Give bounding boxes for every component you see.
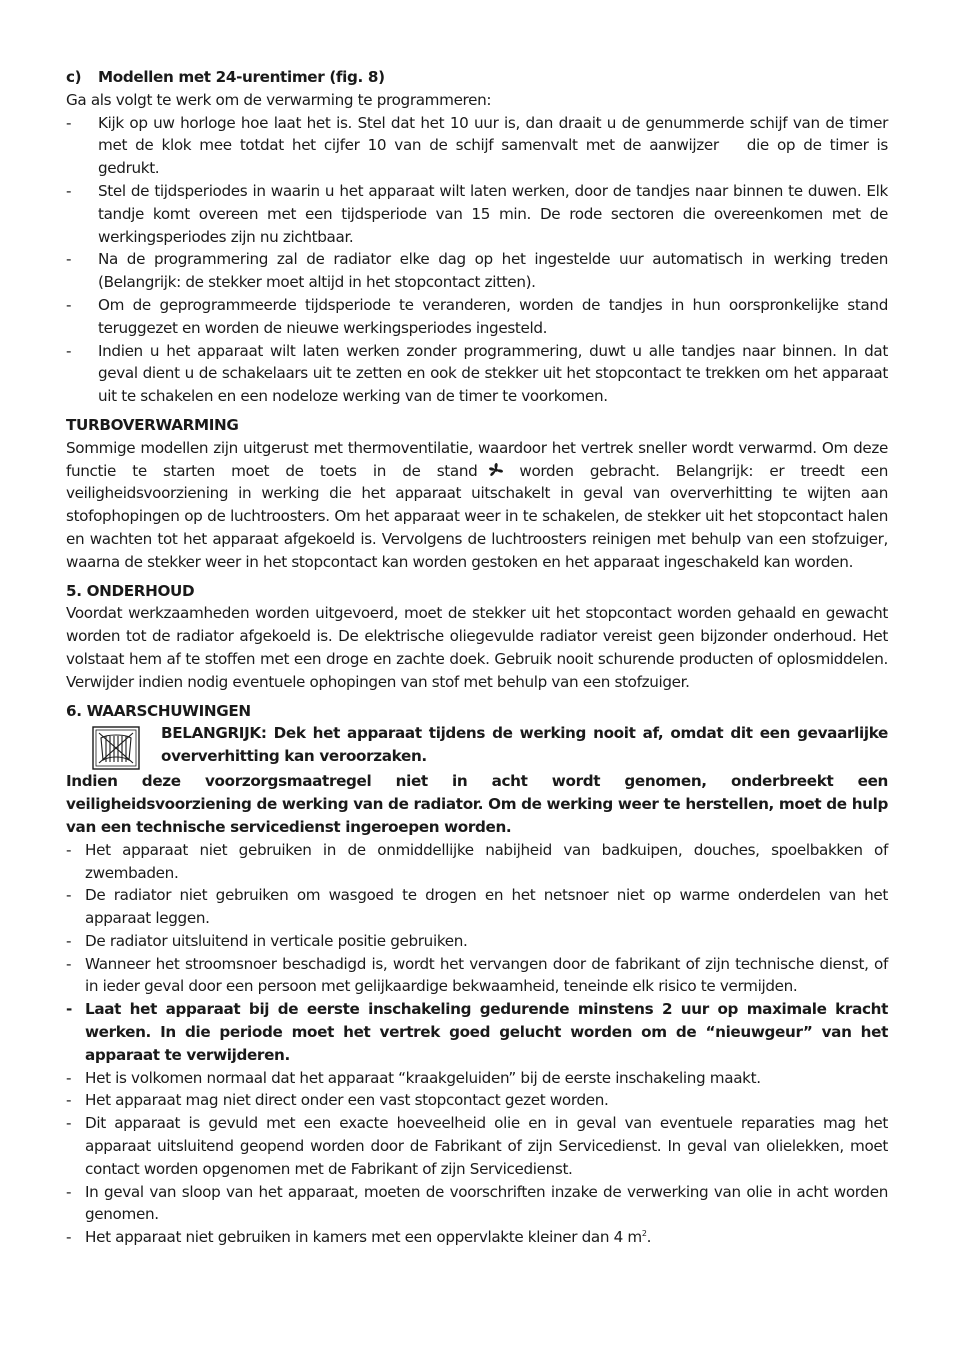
waarschuwingen-heading: 6. WAARSCHUWINGEN xyxy=(66,701,251,720)
list-item: - Het apparaat mag niet direct onder een vast stopcontact gezet worden. xyxy=(66,1091,609,1110)
turbo-text: Sommige modellen zijn uitgerust met thermoventilatie, waardoor het vertrek sneller wordt verwarmd. Om deze functie te starten moet de toets in de stand worden gebracht. Belangrijk: er treedt een veiligheidsvoorziening in werking die het apparaat uitschakelt in geval van oververhitting te wijten aan stofophopingen op de luchtroosters. Om het apparaat weer in te schakelen, de stekker uit het stopcontact halen en wachten tot het apparaat afgekoeld is. Vervolgens de luchtroosters reinigen met behulp van een stofzuiger, waarna de stekker weer in het stopcontact kan worden gestoken en het apparaat ingeschakeld kan worden. xyxy=(66,438,888,571)
list-item: - Laat het apparaat bij de eerste inschakeling gedurende minstens 2 uur op maximale kracht werken. In die periode moet het vertrek goed gelucht worden om de “nieuwgeur” van het apparaat te verwijderen. xyxy=(66,1000,888,1064)
list-item: - Het is volkomen normaal dat het apparaat “kraakgeluiden” bij de eerste inschakeling maakt. xyxy=(66,1068,761,1087)
manual-page xyxy=(66,66,888,1249)
onderhoud-heading: 5. ONDERHOUD xyxy=(66,581,195,600)
warnings-list xyxy=(66,839,888,1249)
list-item: - In geval van sloop van het apparaat, moeten de voorschriften inzake de verwerking van olie in acht worden genomen. xyxy=(66,1182,888,1224)
list-item: - Het apparaat niet gebruiken in de onmiddellijke nabijheid van badkuipen, douches, spoelbakken of zwembaden. xyxy=(66,840,888,882)
superscript: 2 xyxy=(641,1229,647,1239)
section-c-intro: Ga als volgt te werk om de verwarming te programmeren: xyxy=(66,90,492,109)
list-item: - Wanneer het stroomsnoer beschadigd is, wordt het vervangen door de fabrikant of zijn technische dienst, of in ieder geval door een persoon met gelijkaardige bekwaamheid, teneinde elk risico te vermijden. xyxy=(66,954,888,996)
section-c-label: c) xyxy=(66,68,82,86)
onderhoud-text: Voordat werkzaamheden worden uitgevoerd, moet de stekker uit het stopcontact worden gehaald en gewacht worden tot de radiator afgekoeld is. De elektrische oliegevulde radiator vereist geen bijzonder onderhoud. Het volstaat hem af te stoffen met een droge en zachte doek. Gebruik nooit schurende producten of oplosmiddelen. Verwijder indien nodig eventuele ophopingen van stof met behulp van een stofzuiger. xyxy=(66,604,888,691)
list-item: - Dit apparaat is gevuld met een exacte hoeveelheid olie en in geval van eventuele reparaties mag het apparaat uitsluitend geopend worden door de Fabrikant of zijn Servicedienst. In geval van olielekken, moet contact worden opgenomen met de Fabrikant of zijn Servicedienst. xyxy=(66,1114,888,1178)
warning-block xyxy=(92,722,888,770)
section-c-list xyxy=(66,112,888,408)
important-warning: BELANGRIJK: Dek het apparaat tijdens de werking nooit af, omdat dit een gevaarlijke oververhitting kan veroorzaken. xyxy=(161,724,888,766)
do-not-cover-icon xyxy=(92,726,140,770)
list-item: - Het apparaat niet gebruiken in kamers met een oppervlakte kleiner dan 4 $m^2$. xyxy=(66,1228,652,1247)
list-item: - Om de geprogrammeerde tijdsperiode te veranderen, worden de tandjes in hun oorspronkelijke stand teruggezet en worden de nieuwe werkingsperiodes ingesteld. xyxy=(66,295,888,337)
fan-icon xyxy=(485,462,507,478)
section-c-heading xyxy=(66,66,888,89)
list-item: - De radiator uitsluitend in verticale positie gebruiken. xyxy=(66,931,468,950)
list-item: - Kijk op uw horloge hoe laat het is. Stel dat het 10 uur is, dan draait u de genummerde schijf van de timer met de klok mee totdat het cijfer 10 van de schijf samenvalt met de aanwijzer die op de timer is gedrukt. xyxy=(66,113,888,178)
list-item: - Na de programmering zal de radiator elke dag op het ingestelde uur automatisch in werking treden (Belangrijk: de stekker moet altijd in het stopcontact zitten). xyxy=(66,250,888,292)
list-item: - Indien u het apparaat wilt laten werken zonder programmering, duwt u alle tandjes naar binnen. In dat geval dient u de schakelaars uit te zetten en ook de stekker uit het stopcontact te trekken om het apparaat uit te schakelen en een nodeloze werking van de timer te voorkomen. xyxy=(66,341,888,406)
list-item: - Stel de tijdsperiodes in waarin u het apparaat wilt laten werken, door de tandjes naar binnen te duwen. Elk tandje komt overeen met een tijdsperiode van 15 min. De rode sectoren die overeenkomen met de werkingsperiodes zijn nu zichtbaar. xyxy=(66,181,888,246)
list-item: - De radiator niet gebruiken om wasgoed te drogen en het netsnoer niet op warme onderdelen van het apparaat leggen. xyxy=(66,886,888,928)
section-c-title: Modellen met 24-urentimer (fig. 8) xyxy=(98,68,385,86)
turbo-heading: TURBOVERWARMING xyxy=(66,415,239,434)
safety-paragraph: Indien deze voorzorgsmaatregel niet in acht wordt genomen, onderbreekt een veiligheidsvoorziening de werking van de radiator. Om de werking weer te herstellen, moet de hulp van een technische servicedienst ingeroepen worden. xyxy=(66,772,888,836)
